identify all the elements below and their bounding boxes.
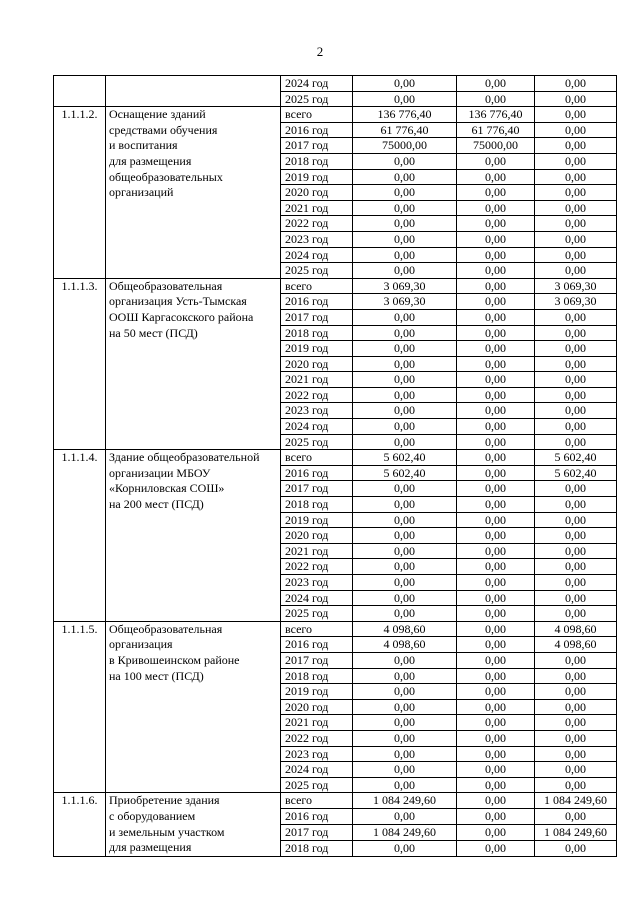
item-code: 1.1.1.6. — [54, 793, 106, 856]
value-cell: 0,00 — [457, 730, 535, 746]
value-cell: 0,00 — [457, 575, 535, 591]
item-name-line: на 200 мест (ПСД) — [109, 497, 204, 512]
value-cell: 0,00 — [535, 325, 617, 341]
item-name — [106, 278, 281, 450]
value-cell: 0,00 — [457, 590, 535, 606]
total-cell: 0,00 — [353, 231, 457, 247]
value-cell: 61 776,40 — [457, 122, 535, 138]
period-cell: 2016 год — [281, 809, 353, 825]
value-cell: 0,00 — [535, 746, 617, 762]
period-cell: 2023 год — [281, 403, 353, 419]
period-cell: 2023 год — [281, 575, 353, 591]
total-cell: 0,00 — [353, 247, 457, 263]
item-name-line: Приобретение здания — [109, 793, 220, 808]
total-cell: 3 069,30 — [353, 278, 457, 294]
total-cell: 4 098,60 — [353, 637, 457, 653]
total-cell: 0,00 — [353, 777, 457, 793]
total-cell: 0,00 — [353, 481, 457, 497]
period-cell: 2023 год — [281, 746, 353, 762]
total-cell: 0,00 — [353, 185, 457, 201]
value-cell: 5 602,40 — [535, 465, 617, 481]
total-cell: 0,00 — [353, 325, 457, 341]
period-cell: 2016 год — [281, 122, 353, 138]
item-name-line: организаций — [109, 185, 174, 200]
value-cell: 0,00 — [535, 216, 617, 232]
total-cell: 0,00 — [353, 153, 457, 169]
period-cell: 2022 год — [281, 730, 353, 746]
value-cell: 0,00 — [535, 543, 617, 559]
value-cell: 0,00 — [535, 730, 617, 746]
period-cell: 2020 год — [281, 699, 353, 715]
period-cell: 2020 год — [281, 356, 353, 372]
value-cell: 0,00 — [535, 590, 617, 606]
value-cell: 0,00 — [535, 169, 617, 185]
item-name-line: общеобразовательных — [109, 169, 223, 184]
value-cell: 0,00 — [457, 481, 535, 497]
table-row — [54, 278, 617, 294]
budget-table-body — [54, 76, 617, 857]
period-cell: 2019 год — [281, 684, 353, 700]
total-cell: 0,00 — [353, 512, 457, 528]
table-row — [54, 621, 617, 637]
value-cell: 0,00 — [535, 107, 617, 123]
value-cell: 0,00 — [457, 465, 535, 481]
value-cell: 0,00 — [535, 419, 617, 435]
value-cell: 0,00 — [535, 138, 617, 154]
value-cell: 0,00 — [535, 652, 617, 668]
table-row — [54, 107, 617, 123]
total-cell: 0,00 — [353, 434, 457, 450]
value-cell: 0,00 — [535, 777, 617, 793]
total-cell: 136 776,40 — [353, 107, 457, 123]
value-cell: 75000,00 — [457, 138, 535, 154]
value-cell: 0,00 — [535, 809, 617, 825]
total-cell: 0,00 — [353, 528, 457, 544]
period-cell: 2024 год — [281, 590, 353, 606]
value-cell: 0,00 — [457, 169, 535, 185]
value-cell: 0,00 — [457, 762, 535, 778]
value-cell: 0,00 — [457, 153, 535, 169]
value-cell: 0,00 — [457, 263, 535, 279]
total-cell: 0,00 — [353, 403, 457, 419]
table-row — [54, 450, 617, 466]
budget-table — [53, 75, 617, 857]
value-cell: 0,00 — [535, 497, 617, 513]
table-row — [54, 76, 617, 92]
item-name-line: и воспитания — [109, 138, 178, 153]
value-cell: 0,00 — [535, 403, 617, 419]
value-cell: 0,00 — [457, 793, 535, 809]
value-cell: 0,00 — [457, 559, 535, 575]
value-cell: 0,00 — [457, 76, 535, 92]
item-code: 1.1.1.2. — [54, 107, 106, 279]
value-cell: 0,00 — [535, 512, 617, 528]
item-name — [106, 107, 281, 279]
period-cell: 2017 год — [281, 825, 353, 841]
total-cell: 0,00 — [353, 809, 457, 825]
total-cell: 0,00 — [353, 372, 457, 388]
item-name-line: «Корниловская СОШ» — [109, 481, 225, 496]
total-cell: 5 602,40 — [353, 465, 457, 481]
value-cell: 1 084 249,60 — [535, 793, 617, 809]
value-cell: 0,00 — [457, 278, 535, 294]
period-cell: 2020 год — [281, 528, 353, 544]
total-cell: 0,00 — [353, 263, 457, 279]
value-cell: 0,00 — [457, 341, 535, 357]
value-cell: 0,00 — [457, 543, 535, 559]
item-name-line: средствами обучения — [109, 122, 218, 137]
item-name-line: Здание общеобразовательной — [109, 450, 260, 465]
item-name-line: с оборудованием — [109, 808, 196, 823]
value-cell: 0,00 — [457, 356, 535, 372]
item-name-line: Оснащение зданий — [109, 107, 206, 122]
period-cell: 2017 год — [281, 138, 353, 154]
value-cell: 0,00 — [457, 309, 535, 325]
period-cell: 2020 год — [281, 185, 353, 201]
period-cell: 2019 год — [281, 169, 353, 185]
value-cell: 0,00 — [457, 185, 535, 201]
period-cell: 2018 год — [281, 497, 353, 513]
period-cell: 2022 год — [281, 387, 353, 403]
table-row — [54, 793, 617, 809]
item-name-line: Общеобразовательная — [109, 621, 223, 636]
total-cell: 1 084 249,60 — [353, 825, 457, 841]
item-name — [106, 793, 281, 856]
value-cell: 0,00 — [535, 668, 617, 684]
value-cell: 0,00 — [535, 481, 617, 497]
item-code — [54, 76, 106, 107]
period-cell: 2024 год — [281, 247, 353, 263]
period-cell: 2024 год — [281, 762, 353, 778]
value-cell: 0,00 — [535, 372, 617, 388]
value-cell: 0,00 — [457, 231, 535, 247]
total-cell: 0,00 — [353, 559, 457, 575]
total-cell: 0,00 — [353, 356, 457, 372]
item-name-line: и земельным участком — [109, 824, 225, 839]
total-cell: 61 776,40 — [353, 122, 457, 138]
value-cell: 0,00 — [457, 684, 535, 700]
item-name — [106, 621, 281, 793]
value-cell: 0,00 — [457, 419, 535, 435]
item-name-line: на 100 мест (ПСД) — [109, 668, 204, 683]
value-cell: 136 776,40 — [457, 107, 535, 123]
period-cell: всего — [281, 793, 353, 809]
value-cell: 0,00 — [457, 403, 535, 419]
value-cell: 0,00 — [457, 606, 535, 622]
value-cell: 0,00 — [535, 715, 617, 731]
value-cell: 0,00 — [457, 825, 535, 841]
item-name — [106, 450, 281, 622]
item-code: 1.1.1.3. — [54, 278, 106, 450]
item-name-line: в Кривошеинском районе — [109, 652, 240, 667]
total-cell: 0,00 — [353, 216, 457, 232]
value-cell: 0,00 — [535, 153, 617, 169]
total-cell: 0,00 — [353, 169, 457, 185]
item-name-line: Общеобразовательная — [109, 278, 223, 293]
value-cell: 0,00 — [535, 575, 617, 591]
value-cell: 0,00 — [535, 840, 617, 856]
page-number: 2 — [316, 44, 324, 59]
value-cell: 0,00 — [535, 684, 617, 700]
period-cell: 2022 год — [281, 559, 353, 575]
total-cell: 3 069,30 — [353, 294, 457, 310]
period-cell: 2018 год — [281, 840, 353, 856]
value-cell: 0,00 — [535, 247, 617, 263]
total-cell: 0,00 — [353, 668, 457, 684]
value-cell: 0,00 — [457, 715, 535, 731]
total-cell: 0,00 — [353, 746, 457, 762]
value-cell: 0,00 — [457, 325, 535, 341]
value-cell: 0,00 — [535, 309, 617, 325]
period-cell: 2025 год — [281, 91, 353, 107]
period-cell: 2019 год — [281, 512, 353, 528]
period-cell: 2021 год — [281, 372, 353, 388]
item-name-line: организация Усть-Тымская — [109, 294, 247, 309]
total-cell: 4 098,60 — [353, 621, 457, 637]
period-cell: 2021 год — [281, 715, 353, 731]
value-cell: 0,00 — [457, 699, 535, 715]
total-cell: 0,00 — [353, 543, 457, 559]
period-cell: 2016 год — [281, 294, 353, 310]
value-cell: 0,00 — [457, 216, 535, 232]
total-cell: 0,00 — [353, 76, 457, 92]
period-cell: 2018 год — [281, 325, 353, 341]
item-name-line: ООШ Каргасокского района — [109, 309, 254, 324]
period-cell: 2022 год — [281, 216, 353, 232]
period-cell: всего — [281, 107, 353, 123]
item-code: 1.1.1.5. — [54, 621, 106, 793]
value-cell: 0,00 — [457, 434, 535, 450]
period-cell: всего — [281, 621, 353, 637]
value-cell: 0,00 — [457, 387, 535, 403]
period-cell: всего — [281, 278, 353, 294]
value-cell: 0,00 — [457, 777, 535, 793]
period-cell: 2021 год — [281, 543, 353, 559]
total-cell: 0,00 — [353, 575, 457, 591]
total-cell: 0,00 — [353, 387, 457, 403]
value-cell: 0,00 — [457, 840, 535, 856]
period-cell: 2024 год — [281, 419, 353, 435]
period-cell: 2021 год — [281, 200, 353, 216]
total-cell: 0,00 — [353, 419, 457, 435]
item-name-line: организация — [109, 637, 173, 652]
item-name — [106, 76, 281, 107]
value-cell: 0,00 — [535, 341, 617, 357]
value-cell: 0,00 — [457, 294, 535, 310]
period-cell: 2024 год — [281, 76, 353, 92]
value-cell: 0,00 — [457, 528, 535, 544]
total-cell: 0,00 — [353, 200, 457, 216]
total-cell: 0,00 — [353, 840, 457, 856]
value-cell: 0,00 — [457, 621, 535, 637]
value-cell: 4 098,60 — [535, 637, 617, 653]
period-cell: всего — [281, 450, 353, 466]
total-cell: 0,00 — [353, 91, 457, 107]
period-cell: 2018 год — [281, 153, 353, 169]
value-cell: 0,00 — [457, 652, 535, 668]
value-cell: 0,00 — [457, 746, 535, 762]
total-cell: 0,00 — [353, 590, 457, 606]
value-cell: 0,00 — [457, 497, 535, 513]
item-name-line: для размещения — [109, 840, 192, 855]
value-cell: 4 098,60 — [535, 621, 617, 637]
value-cell: 0,00 — [457, 637, 535, 653]
total-cell: 0,00 — [353, 497, 457, 513]
period-cell: 2017 год — [281, 309, 353, 325]
period-cell: 2025 год — [281, 263, 353, 279]
value-cell: 0,00 — [535, 185, 617, 201]
value-cell: 0,00 — [457, 91, 535, 107]
total-cell: 0,00 — [353, 730, 457, 746]
value-cell: 5 602,40 — [535, 450, 617, 466]
value-cell: 3 069,30 — [535, 294, 617, 310]
total-cell: 0,00 — [353, 715, 457, 731]
value-cell: 0,00 — [535, 528, 617, 544]
value-cell: 0,00 — [457, 809, 535, 825]
value-cell: 0,00 — [457, 247, 535, 263]
total-cell: 1 084 249,60 — [353, 793, 457, 809]
value-cell: 0,00 — [535, 387, 617, 403]
total-cell: 0,00 — [353, 762, 457, 778]
value-cell: 0,00 — [535, 122, 617, 138]
value-cell: 0,00 — [535, 263, 617, 279]
total-cell: 0,00 — [353, 341, 457, 357]
period-cell: 2025 год — [281, 777, 353, 793]
value-cell: 0,00 — [535, 231, 617, 247]
value-cell: 0,00 — [457, 200, 535, 216]
total-cell: 0,00 — [353, 684, 457, 700]
value-cell: 3 069,30 — [535, 278, 617, 294]
value-cell: 0,00 — [535, 91, 617, 107]
value-cell: 0,00 — [457, 512, 535, 528]
item-name-line: на 50 мест (ПСД) — [109, 325, 198, 340]
item-name-line: для размещения — [109, 153, 192, 168]
period-cell: 2023 год — [281, 231, 353, 247]
value-cell: 0,00 — [457, 450, 535, 466]
value-cell: 0,00 — [535, 200, 617, 216]
total-cell: 0,00 — [353, 699, 457, 715]
period-cell: 2018 год — [281, 668, 353, 684]
value-cell: 0,00 — [535, 762, 617, 778]
total-cell: 0,00 — [353, 652, 457, 668]
total-cell: 75000,00 — [353, 138, 457, 154]
period-cell: 2025 год — [281, 606, 353, 622]
item-code: 1.1.1.4. — [54, 450, 106, 622]
period-cell: 2019 год — [281, 341, 353, 357]
period-cell: 2017 год — [281, 652, 353, 668]
value-cell: 0,00 — [535, 559, 617, 575]
period-cell: 2016 год — [281, 465, 353, 481]
item-name-line: организации МБОУ — [109, 465, 211, 480]
total-cell: 0,00 — [353, 309, 457, 325]
value-cell: 0,00 — [535, 76, 617, 92]
total-cell: 5 602,40 — [353, 450, 457, 466]
total-cell: 0,00 — [353, 606, 457, 622]
value-cell: 0,00 — [535, 434, 617, 450]
value-cell: 0,00 — [457, 668, 535, 684]
value-cell: 0,00 — [535, 356, 617, 372]
value-cell: 0,00 — [535, 699, 617, 715]
value-cell: 1 084 249,60 — [535, 825, 617, 841]
value-cell: 0,00 — [457, 372, 535, 388]
period-cell: 2025 год — [281, 434, 353, 450]
value-cell: 0,00 — [535, 606, 617, 622]
period-cell: 2016 год — [281, 637, 353, 653]
period-cell: 2017 год — [281, 481, 353, 497]
